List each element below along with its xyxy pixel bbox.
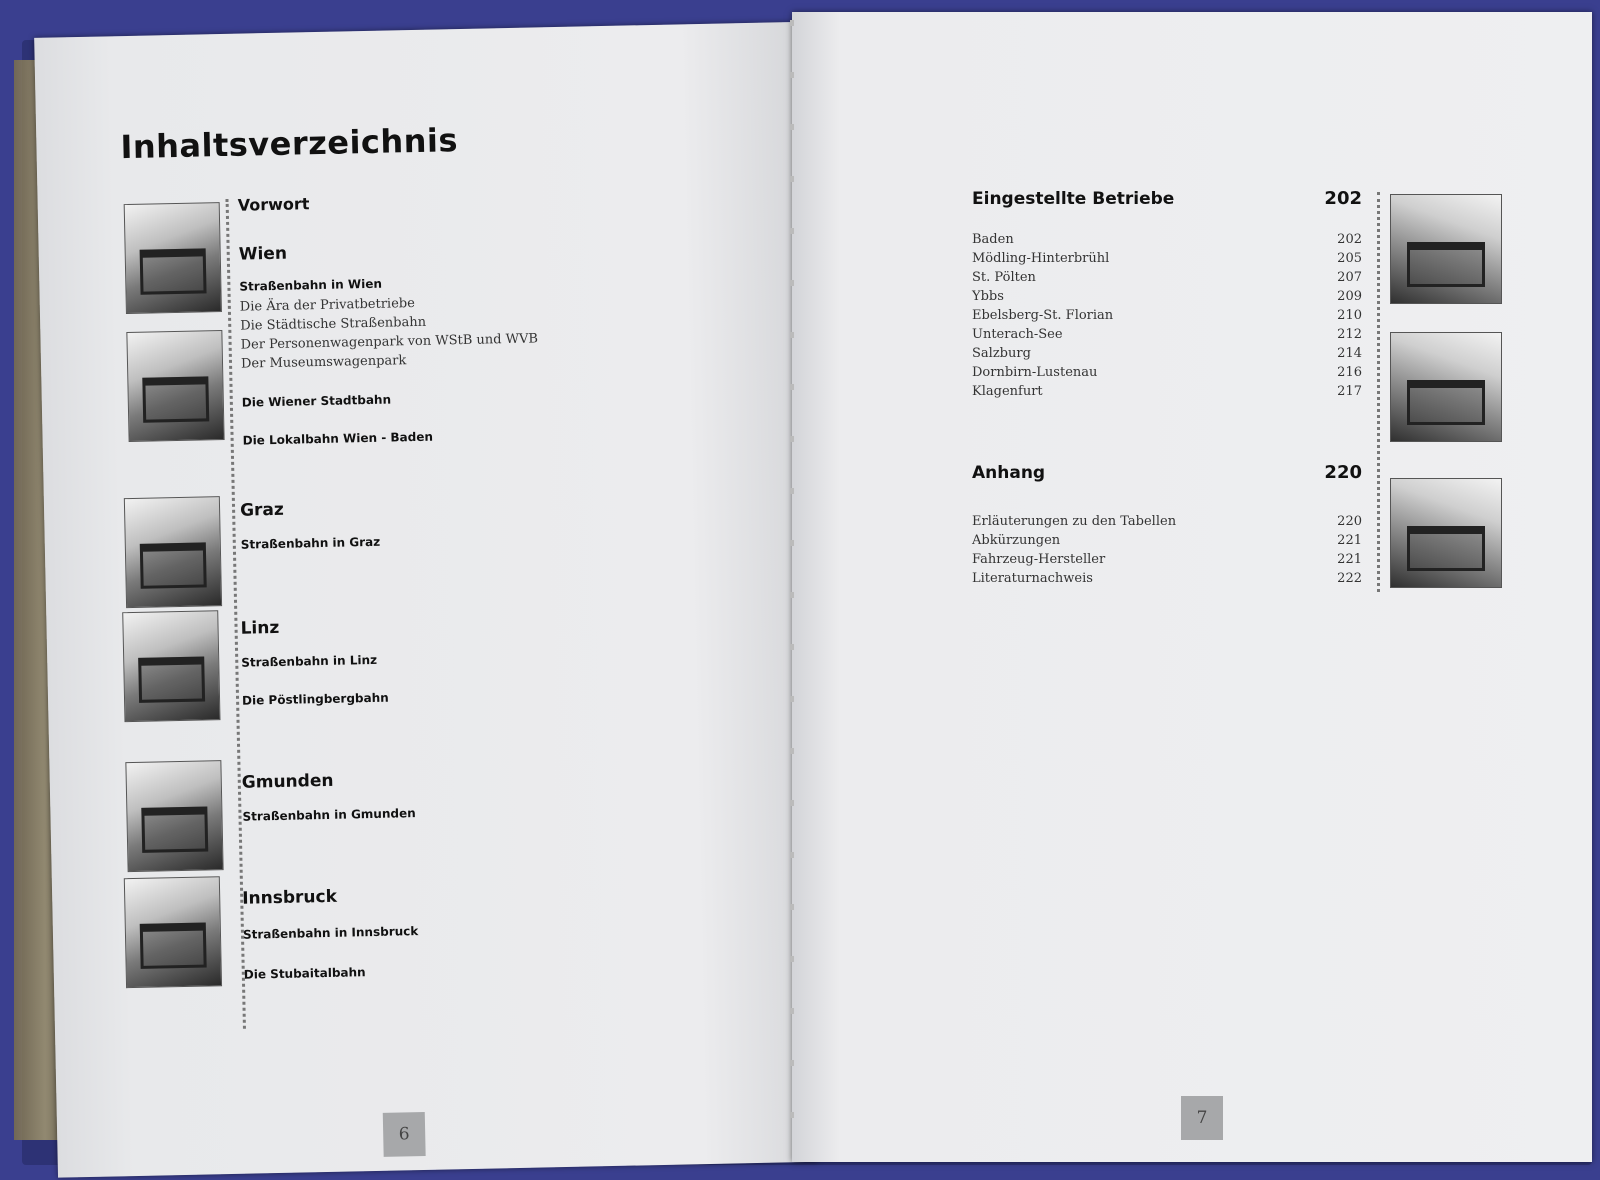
right-page [792,12,1592,1162]
toc-item-label: Straßenbahn in Gmunden [242,806,416,824]
toc-item-page: 205 [1337,251,1362,266]
thumb-wien-1 [124,202,222,314]
section-heading: Eingestellte Betriebe [972,189,1175,209]
thumb-gmunden [125,760,223,872]
toc-section-graz [239,487,840,552]
toc-item-label: Die Stubaitalbahn [243,965,366,982]
right-dotted-rule [1377,192,1380,592]
thumb-linz [122,610,220,722]
toc-section-innsbruck [242,875,842,982]
toc-title: Inhaltsverzeichnis [120,121,459,167]
thumb-wien-2 [126,330,224,442]
toc-item-page: 222 [1337,571,1362,586]
toc-item-label: Baden [972,232,1014,247]
toc-section-linz [240,605,840,708]
right-page-number: 7 [1181,1096,1223,1140]
toc-item-page: 207 [1337,270,1362,285]
toc-item-label: Die Wiener Stadtbahn [241,392,392,410]
toc-item-label: Straßenbahn in Graz [240,534,381,552]
toc-item-label: Straßenbahn in Wien [239,276,383,294]
section-heading: Wien [238,243,288,265]
toc-item-label: Abkürzungen [972,533,1061,548]
toc-item-label: Die Pöstlingbergbahn [241,690,389,708]
toc-item-page: 202 [1337,232,1362,247]
toc-item-label: Die Ära der Privatbetriebe [239,296,415,315]
toc-item-page: 210 [1337,308,1362,323]
toc-item-label: Der Museumswagenpark [240,353,407,372]
toc-item-label: Dornbirn-Lustenau [972,365,1098,380]
preface-label: Vorwort [237,194,310,215]
toc-item-page: 221 [1337,533,1362,548]
toc-item-label: Der Personenwagenpark von WStB und WVB [240,331,539,353]
toc-item-page: 220 [1337,514,1362,529]
toc-item-label: Ybbs [972,289,1004,304]
left-page [34,22,818,1178]
thumb-innsbruck [124,876,222,988]
thumb-eingestellte-1 [1390,194,1502,304]
toc-item-label: Klagenfurt [972,384,1043,399]
toc-item-page: 209 [1337,289,1362,304]
toc-item-page: 217 [1337,384,1362,399]
toc-item-page: 214 [1337,346,1362,361]
toc-item-label: Ebelsberg-St. Florian [972,308,1114,323]
section-heading: Graz [239,499,285,521]
toc-item-label: Salzburg [972,346,1031,361]
book-binding-stitches [790,20,794,1150]
section-heading: Anhang [972,463,1046,483]
toc-section-gmunden [241,759,842,824]
toc-item-label: Straßenbahn in Linz [241,652,378,670]
toc-preface [237,183,838,215]
thumb-eingestellte-2 [1390,332,1502,442]
toc-item-page: 216 [1337,365,1362,380]
section-heading: Innsbruck [242,886,338,909]
thumb-anhang [1390,478,1502,588]
thumb-graz [124,496,222,608]
toc-item-label: Unterach-See [972,327,1063,342]
toc-item-label: Mödling-Hinterbrühl [972,251,1110,266]
section-heading: Gmunden [241,770,334,793]
toc-item-label: St. Pölten [972,270,1036,285]
toc-item-label: Die Lokalbahn Wien - Baden [242,429,434,448]
toc-item-label: Die Städtische Straßenbahn [240,314,427,334]
toc-item-page: 221 [1337,552,1362,567]
section-heading: Linz [240,617,280,639]
section-page: 220 [1324,462,1362,483]
toc-item-label: Fahrzeug-Hersteller [972,552,1106,567]
toc-item-label: Erläuterungen zu den Tabellen [972,514,1177,529]
toc-section-wien [238,221,838,448]
toc-item-page: 212 [1337,327,1362,342]
left-page-number: 6 [383,1112,426,1157]
section-page: 202 [1324,188,1362,209]
toc-item-label: Straßenbahn in Innsbruck [242,924,419,942]
toc-item-label: Literaturnachweis [972,571,1093,586]
